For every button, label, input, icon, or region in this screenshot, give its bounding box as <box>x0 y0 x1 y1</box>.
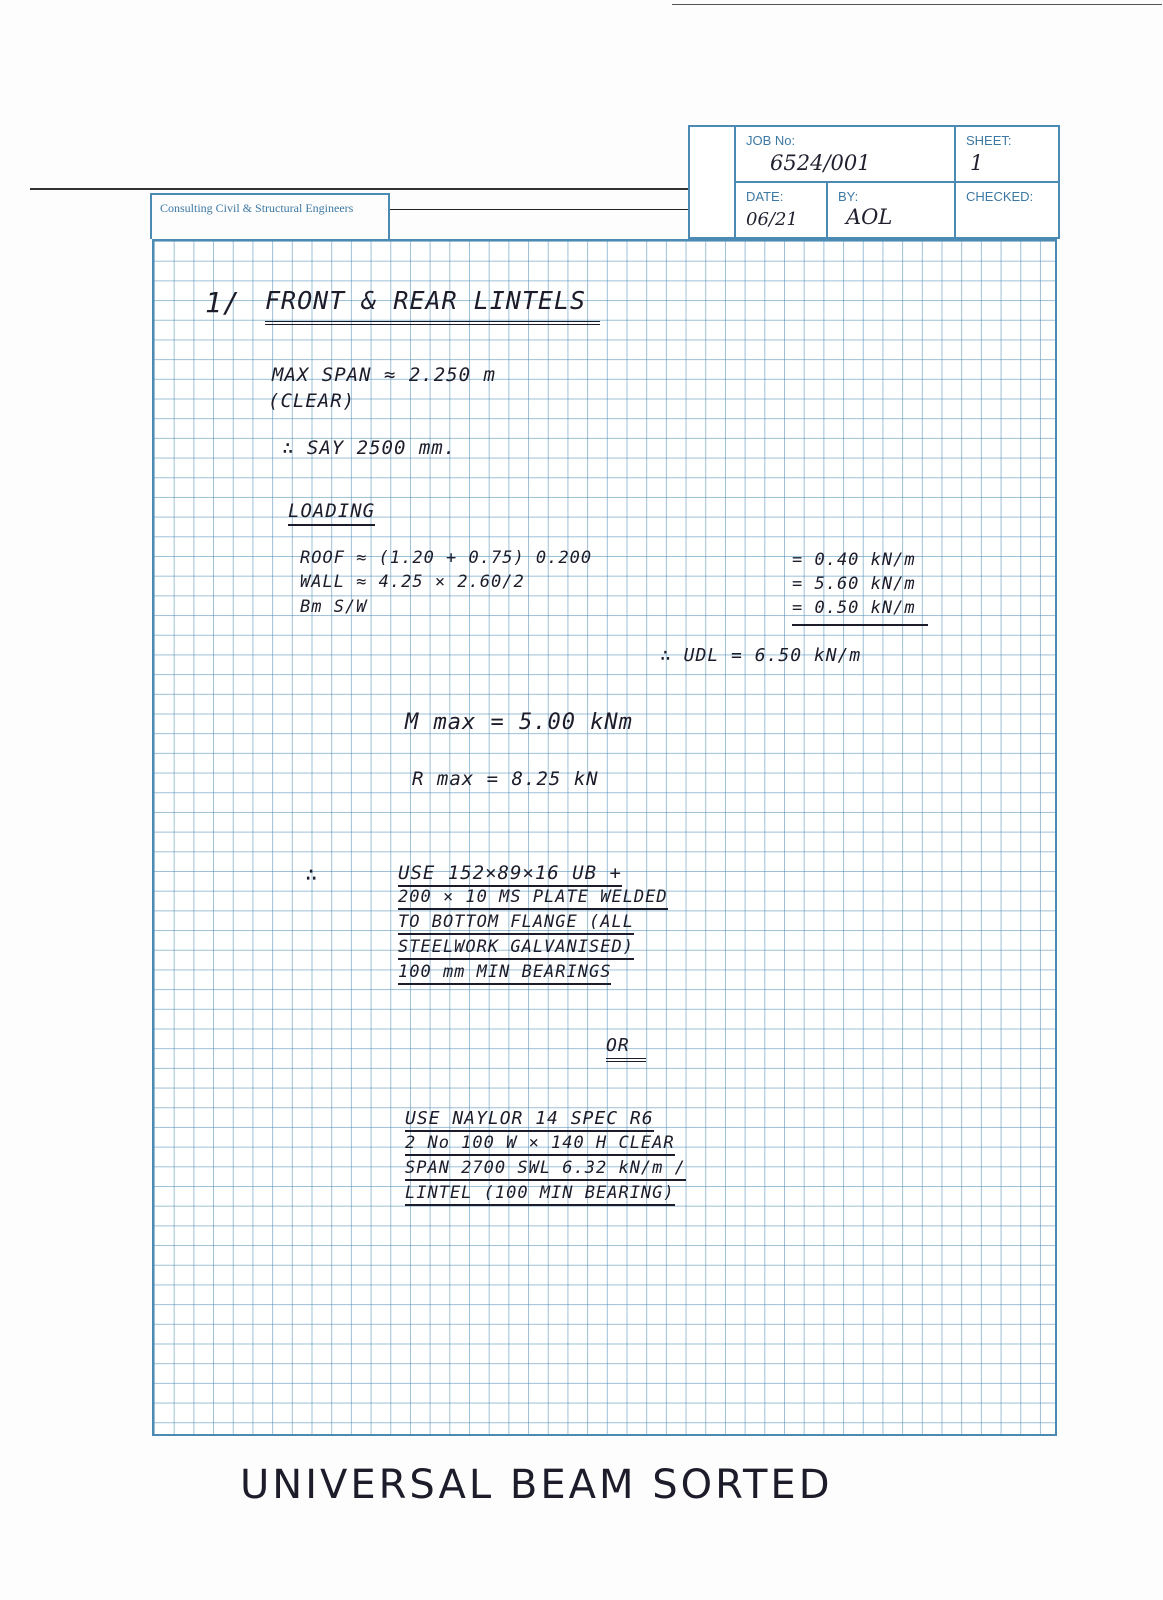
or-separator: OR <box>606 1035 646 1062</box>
item-number: 1/ <box>205 286 241 319</box>
wall-load-line: WALL ≈ 4.25 × 2.60/2 <box>300 572 525 592</box>
sheet-label: SHEET: <box>966 133 1012 148</box>
spec-line-1: USE 152×89×16 UB + <box>398 862 622 887</box>
company-box <box>150 193 390 239</box>
clear-note: (CLEAR) <box>268 390 356 412</box>
sheet-cell <box>954 127 1058 183</box>
date-value: 06/21 <box>746 209 798 230</box>
checked-cell <box>954 183 1058 239</box>
therefore-symbol: ∴ <box>305 862 319 886</box>
wall-load-result: = 5.60 kN/m <box>792 574 916 594</box>
roof-load-line: ROOF ≈ (1.20 + 0.75) 0.200 <box>300 548 593 568</box>
sheet-value: 1 <box>970 151 984 175</box>
title-block-spacer-2 <box>690 183 734 239</box>
max-span-line: MAX SPAN ≈ 2.250 m <box>272 364 496 386</box>
graph-paper-grid <box>152 239 1057 1436</box>
spec-line-3: TO BOTTOM FLANGE (ALL <box>398 912 634 935</box>
alt-spec-line-4: LINTEL (100 MIN BEARING) <box>405 1183 675 1206</box>
alt-spec-line-3: SPAN 2700 SWL 6.32 kN/m / <box>405 1158 686 1181</box>
beam-self-weight-line: Bm S/W <box>300 597 368 617</box>
job-no-value: 6524/001 <box>770 151 871 175</box>
title-block-spacer <box>690 127 734 183</box>
job-no-cell <box>734 127 954 183</box>
title-block <box>688 125 1060 239</box>
spec-line-4: STEELWORK GALVANISED) <box>398 937 634 960</box>
by-cell <box>826 183 954 239</box>
spec-line-5: 100 mm MIN BEARINGS <box>398 962 611 985</box>
scan-edge-mark <box>672 4 1162 5</box>
alt-spec-line-2: 2 No 100 W × 140 H CLEAR <box>405 1133 675 1156</box>
roof-load-result: = 0.40 kN/m <box>792 550 916 570</box>
footer-annotation: UNIVERSAL BEAM SORTED <box>240 1462 833 1508</box>
reaction-max-line: R max = 8.25 kN <box>412 768 599 790</box>
job-no-label: JOB No: <box>746 133 796 148</box>
company-name: Consulting Civil & Structural Engineers <box>160 201 354 215</box>
by-label: BY: <box>838 189 859 204</box>
header-rule-2 <box>390 209 690 210</box>
udl-total-line: ∴ UDL = 6.50 kN/m <box>660 645 862 666</box>
beam-self-weight-result: = 0.50 kN/m <box>792 598 928 626</box>
by-value: AOL <box>846 205 893 229</box>
checked-label: CHECKED: <box>966 189 1034 204</box>
date-cell <box>734 183 826 239</box>
say-span-line: ∴ SAY 2500 mm. <box>282 437 457 459</box>
moment-max-line: M max = 5.00 kNm <box>405 710 633 735</box>
date-label: DATE: <box>746 189 784 204</box>
section-heading: FRONT & REAR LINTELS <box>265 286 600 325</box>
alt-spec-line-1: USE NAYLOR 14 SPEC R6 <box>405 1108 654 1132</box>
loading-heading: LOADING <box>288 500 375 526</box>
header-rule <box>30 188 690 190</box>
spec-line-2: 200 × 10 MS PLATE WELDED <box>398 887 668 910</box>
